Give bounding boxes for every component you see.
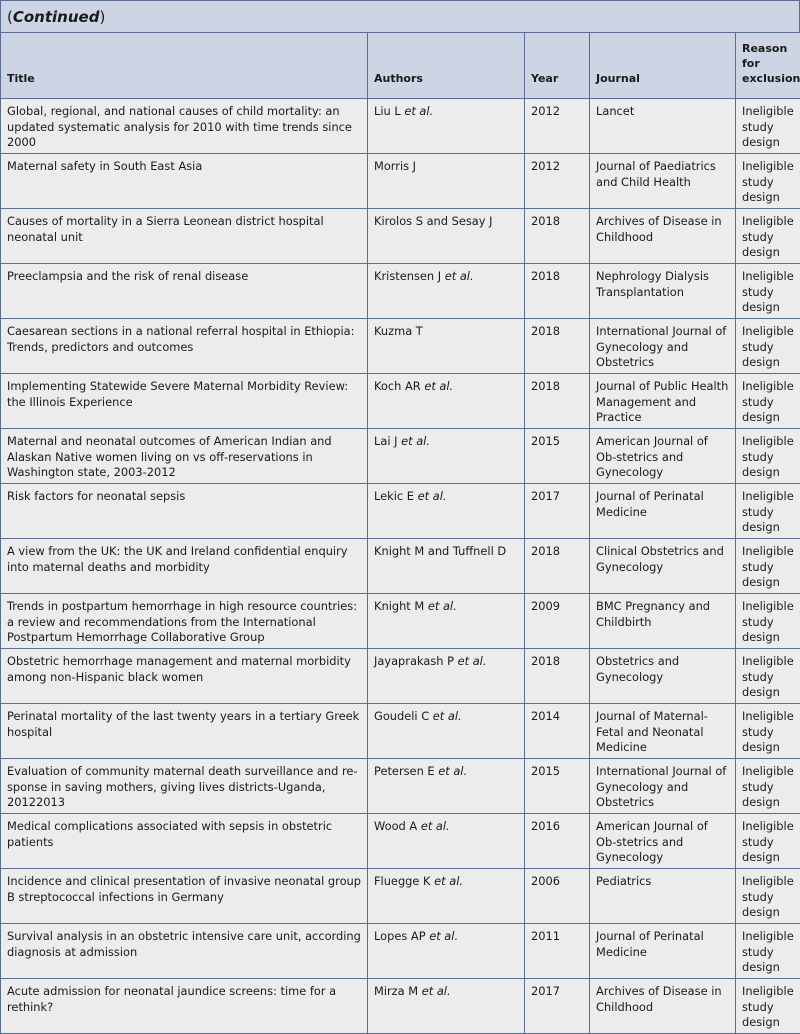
cell-journal: Journal of Perinatal Medicine: [590, 924, 736, 979]
cell-title: Causes of mortality in a Sierra Leonean district hospital neonatal unit: [1, 209, 368, 264]
table-row: [1, 209, 800, 264]
table-row: [1, 99, 800, 154]
cell-title: Maternal and neonatal outcomes of American Indian and Alaskan Native women living on vs off-reservations in Washington state, 2003-2012: [1, 429, 368, 484]
cell-reason: Ineligible study design: [736, 704, 800, 759]
cell-journal: Clinical Obstetrics and Gynecology: [590, 539, 736, 594]
cell-year: 2018: [525, 264, 590, 319]
author-etal: et al.: [401, 434, 430, 448]
author-name: Mirza M: [374, 984, 418, 998]
cell-journal: BMC Pregnancy and Childbirth: [590, 594, 736, 649]
author-name: Lekic E: [374, 489, 414, 503]
author-name: Goudeli C: [374, 709, 429, 723]
cell-year: 2018: [525, 374, 590, 429]
cell-title: Maternal safety in South East Asia: [1, 154, 368, 209]
table-row: [1, 649, 800, 704]
cell-reason: Ineligible study design: [736, 649, 800, 704]
author-name: Knight M and Tuffnell D: [374, 544, 506, 558]
cell-title: Implementing Statewide Severe Maternal Morbidity Review: the Illinois Experience: [1, 374, 368, 429]
table-row: [1, 374, 800, 429]
author-name: Kristensen J: [374, 269, 441, 283]
header-journal: Journal: [590, 33, 736, 99]
cell-year: 2015: [525, 759, 590, 814]
author-etal: et al.: [404, 104, 433, 118]
cell-year: 2011: [525, 924, 590, 979]
cell-journal: Journal of Perinatal Medicine: [590, 484, 736, 539]
cell-reason: Ineligible study design: [736, 374, 800, 429]
cell-authors: [368, 979, 525, 1034]
author-name: Petersen E: [374, 764, 435, 778]
cell-title: Survival analysis in an obstetric intensive care unit, according diagnosis at admission: [1, 924, 368, 979]
table-row: [1, 154, 800, 209]
cell-title: Medical complications associated with sepsis in obstetric patients: [1, 814, 368, 869]
table-caption: (Continued): [0, 0, 800, 32]
author-name: Fluegge K: [374, 874, 431, 888]
cell-year: 2018: [525, 539, 590, 594]
cell-authors: [368, 99, 525, 154]
cell-authors: [368, 869, 525, 924]
cell-reason: Ineligible study design: [736, 759, 800, 814]
cell-reason: Ineligible study design: [736, 814, 800, 869]
cell-reason: Ineligible study design: [736, 209, 800, 264]
cell-journal: International Journal of Gynecology and Obstetrics: [590, 759, 736, 814]
cell-year: 2017: [525, 979, 590, 1034]
author-etal: et al.: [433, 709, 462, 723]
author-etal: et al.: [422, 984, 451, 998]
cell-year: 2018: [525, 649, 590, 704]
cell-year: 2018: [525, 209, 590, 264]
author-name: Liu L: [374, 104, 401, 118]
cell-year: 2018: [525, 319, 590, 374]
cell-journal: Pediatrics: [590, 869, 736, 924]
cell-year: 2014: [525, 704, 590, 759]
table-row: [1, 869, 800, 924]
cell-authors: [368, 374, 525, 429]
header-year: Year: [525, 33, 590, 99]
author-name: Wood A: [374, 819, 417, 833]
cell-year: 2017: [525, 484, 590, 539]
cell-authors: [368, 319, 525, 374]
author-etal: et al.: [429, 929, 458, 943]
cell-year: 2015: [525, 429, 590, 484]
table-row: [1, 594, 800, 649]
author-etal: et al.: [445, 269, 474, 283]
table-header-row: [1, 33, 800, 99]
cell-journal: American Journal of Ob-stetrics and Gynecology: [590, 429, 736, 484]
cell-reason: Ineligible study design: [736, 484, 800, 539]
cell-reason: Ineligible study design: [736, 979, 800, 1034]
author-name: Kuzma T: [374, 324, 423, 338]
cell-year: 2009: [525, 594, 590, 649]
cell-authors: [368, 264, 525, 319]
cell-title: Caesarean sections in a national referral hospital in Ethiopia: Trends, predictors and outcomes: [1, 319, 368, 374]
cell-journal: Lancet: [590, 99, 736, 154]
cell-title: Risk factors for neonatal sepsis: [1, 484, 368, 539]
cell-reason: Ineligible study design: [736, 869, 800, 924]
cell-authors: [368, 484, 525, 539]
cell-authors: [368, 594, 525, 649]
author-name: Lopes AP: [374, 929, 426, 943]
cell-reason: Ineligible study design: [736, 924, 800, 979]
cell-title: Incidence and clinical presentation of invasive neonatal group B streptococcal infections in Germany: [1, 869, 368, 924]
cell-authors: [368, 209, 525, 264]
table-row: [1, 264, 800, 319]
cell-journal: American Journal of Ob-stetrics and Gynecology: [590, 814, 736, 869]
cell-reason: Ineligible study design: [736, 594, 800, 649]
cell-title: Perinatal mortality of the last twenty years in a tertiary Greek hospital: [1, 704, 368, 759]
cell-title: A view from the UK: the UK and Ireland confidential enquiry into maternal deaths and morbidity: [1, 539, 368, 594]
cell-journal: Journal of Public Health Management and Practice: [590, 374, 736, 429]
table-row: [1, 924, 800, 979]
cell-reason: Ineligible study design: [736, 154, 800, 209]
author-name: Jayaprakash P: [374, 654, 454, 668]
table-row: [1, 319, 800, 374]
cell-journal: Nephrology Dialysis Transplantation: [590, 264, 736, 319]
cell-journal: Obstetrics and Gynecology: [590, 649, 736, 704]
header-title: Title: [1, 33, 368, 99]
cell-journal: Archives of Disease in Childhood: [590, 209, 736, 264]
table-body: [1, 99, 800, 1034]
cell-title: Global, regional, and national causes of child mortality: an updated systematic analysis for 2010 with time trends since 2000: [1, 99, 368, 154]
cell-authors: [368, 924, 525, 979]
cell-reason: Ineligible study design: [736, 539, 800, 594]
table-row: [1, 759, 800, 814]
cell-title: Trends in postpartum hemorrhage in high resource countries: a review and recommendations from the International Postpartum Hemorrhage Collaborative Group: [1, 594, 368, 649]
cell-authors: [368, 429, 525, 484]
cell-reason: Ineligible study design: [736, 319, 800, 374]
table-row: [1, 704, 800, 759]
cell-title: Obstetric hemorrhage management and maternal morbidity among non-Hispanic black women: [1, 649, 368, 704]
author-name: Kirolos S and Sesay J: [374, 214, 493, 228]
author-name: Knight M: [374, 599, 424, 613]
cell-authors: [368, 704, 525, 759]
cell-year: 2016: [525, 814, 590, 869]
author-name: Koch AR: [374, 379, 421, 393]
table-row: [1, 814, 800, 869]
cell-year: 2012: [525, 154, 590, 209]
cell-authors: [368, 649, 525, 704]
cell-reason: Ineligible study design: [736, 429, 800, 484]
cell-authors: [368, 814, 525, 869]
continued-label: Continued: [13, 8, 100, 26]
author-etal: et al.: [434, 874, 463, 888]
table-row: [1, 429, 800, 484]
author-name: Lai J: [374, 434, 397, 448]
author-name: Morris J: [374, 159, 416, 173]
author-etal: et al.: [421, 819, 450, 833]
cell-journal: Journal of Maternal-Fetal and Neonatal Medicine: [590, 704, 736, 759]
cell-year: 2006: [525, 869, 590, 924]
cell-title: Acute admission for neonatal jaundice screens: time for a rethink?: [1, 979, 368, 1034]
cell-reason: Ineligible study design: [736, 264, 800, 319]
cell-authors: [368, 154, 525, 209]
cell-title: Evaluation of community maternal death surveillance and re-sponse in saving mothers, giving lives districts-Uganda, 20122013: [1, 759, 368, 814]
author-etal: et al.: [424, 379, 453, 393]
table-row: [1, 484, 800, 539]
author-etal: et al.: [428, 599, 457, 613]
cell-journal: Journal of Paediatrics and Child Health: [590, 154, 736, 209]
cell-year: 2012: [525, 99, 590, 154]
table-row: [1, 979, 800, 1034]
cell-authors: [368, 759, 525, 814]
cell-journal: Archives of Disease in Childhood: [590, 979, 736, 1034]
cell-reason: Ineligible study design: [736, 99, 800, 154]
author-etal: et al.: [418, 489, 447, 503]
author-etal: et al.: [458, 654, 487, 668]
author-etal: et al.: [438, 764, 467, 778]
cell-title: Preeclampsia and the risk of renal disease: [1, 264, 368, 319]
header-authors: Authors: [368, 33, 525, 99]
exclusion-table: [0, 32, 800, 1034]
header-reason: Reason for exclusion: [736, 33, 800, 99]
cell-journal: International Journal of Gynecology and Obstetrics: [590, 319, 736, 374]
table-row: [1, 539, 800, 594]
cell-authors: [368, 539, 525, 594]
